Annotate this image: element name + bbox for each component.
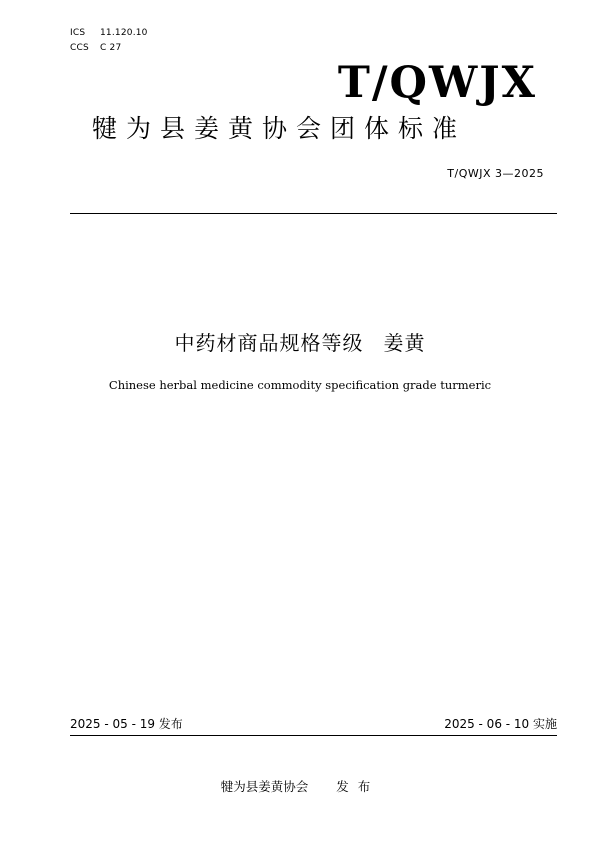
ics-classification [70, 28, 148, 38]
ics-label: ICS [70, 28, 86, 38]
standard-number: T/QWJX 3—2025 [447, 167, 544, 180]
issuer-action: 发布 [336, 779, 380, 794]
ccs-classification [70, 43, 121, 53]
standard-code: T/QWJX [337, 58, 537, 108]
chinese-title [0, 327, 600, 356]
bottom-divider [70, 735, 557, 736]
english-title: Chinese herbal medicine commodity specification grade turmeric [108, 378, 492, 392]
ccs-label: CCS [70, 43, 89, 53]
issuer-line [0, 777, 600, 795]
ccs-value: C 27 [100, 43, 122, 53]
standard-type: 犍为县姜黄协会团体标准 [92, 114, 467, 143]
ics-value: 11.120.10 [100, 28, 148, 38]
top-divider [70, 213, 557, 214]
issuer-organization: 犍为县姜黄协会 [220, 779, 309, 794]
implementation-date: 2025 - 06 - 10 实施 [444, 717, 557, 731]
chinese-title-main: 中药材商品规格等级 [174, 331, 364, 355]
issue-date: 2025 - 05 - 19 发布 [70, 717, 183, 731]
chinese-title-sub: 姜黄 [383, 331, 426, 355]
